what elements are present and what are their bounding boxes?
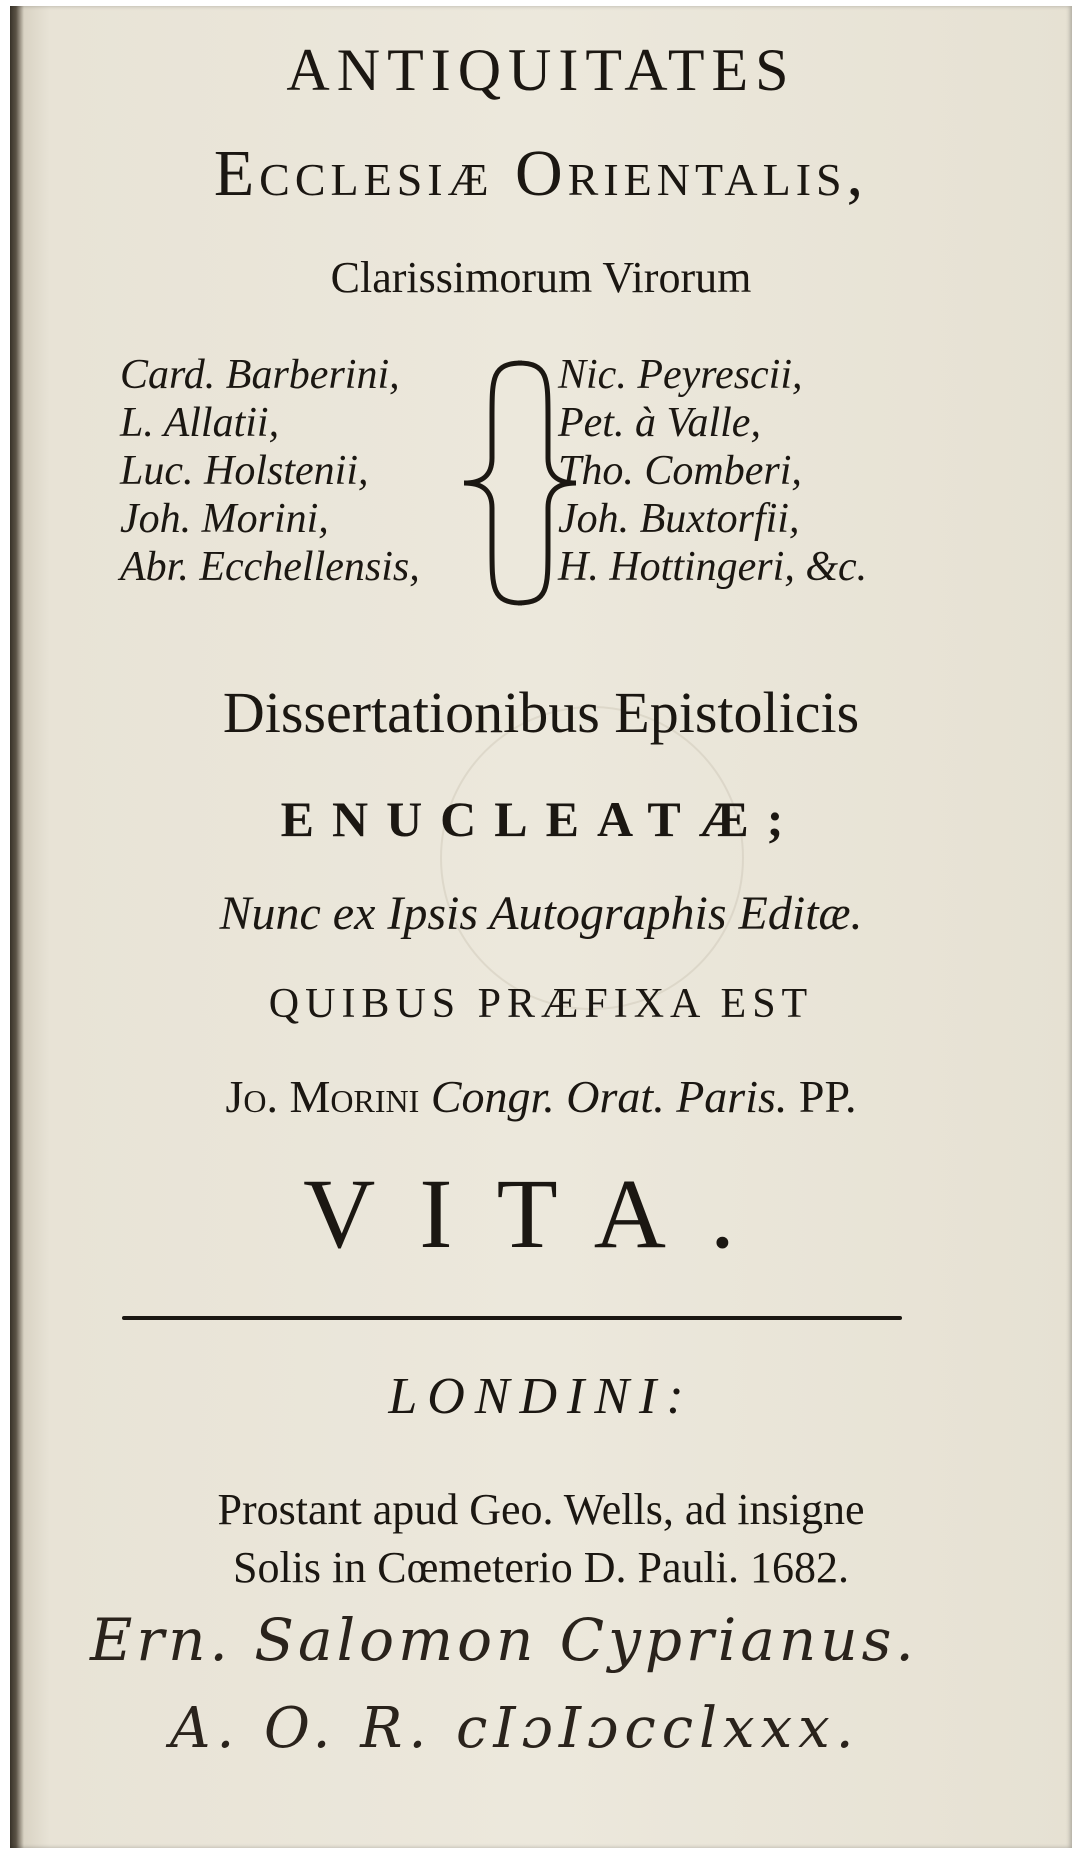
morini-name: Jo. Morini <box>225 1071 420 1122</box>
morini-congregation: Congr. Orat. Paris. <box>430 1071 788 1122</box>
vita-line: VITA. <box>303 1158 779 1269</box>
title-line-clarissimorum: Clarissimorum Virorum <box>330 253 752 302</box>
quibus-line: QUIBUS PRÆFIXA EST <box>268 981 814 1027</box>
handwritten-owner-name: Ern. Salomon Cyprianus. <box>90 1606 918 1674</box>
name-entry: Card. Barberini, <box>120 352 400 398</box>
handwritten-date: A. O. R. cIɔIɔcclxxx. <box>170 1696 860 1761</box>
imprint-line-1: Prostant apud Geo. Wells, ad insigne <box>217 1485 865 1534</box>
name-entry: Nic. Peyrescii, <box>558 352 803 398</box>
names-column-right <box>558 351 867 591</box>
morini-line <box>10 1070 1072 1123</box>
title-line-antiquitates: ANTIQUITATES <box>286 37 796 103</box>
title-line-ecclesiae: Ecclesiæ Orientalis, <box>213 137 869 210</box>
name-entry: Joh. Morini, <box>120 496 329 542</box>
imprint-city: LONDINI: <box>388 1368 694 1425</box>
enucleatae-line: ENUCLEATÆ; <box>280 791 802 847</box>
name-entry: H. Hottingeri, &c. <box>558 544 868 590</box>
dissertationibus-line: Dissertationibus Epistolicis <box>222 680 860 745</box>
name-entry: Pet. à Valle, <box>558 400 761 446</box>
horizontal-rule <box>122 1316 902 1320</box>
name-entry: Abr. Ecchellensis, <box>120 544 420 590</box>
morini-pp: PP. <box>798 1071 857 1122</box>
name-entry: Tho. Comberi, <box>558 448 802 494</box>
imprint-line-2: Solis in Cœmeterio D. Pauli. 1682. <box>233 1543 849 1592</box>
nunc-line: Nunc ex Ipsis Autographis Editæ. <box>219 887 863 940</box>
name-entry: L. Allatii, <box>120 400 280 446</box>
paper-stain <box>440 706 744 1010</box>
names-column-left <box>120 351 420 591</box>
name-entry: Joh. Buxtorfii, <box>558 496 800 542</box>
title-page <box>10 6 1072 1848</box>
name-entry: Luc. Holstenii, <box>120 448 369 494</box>
